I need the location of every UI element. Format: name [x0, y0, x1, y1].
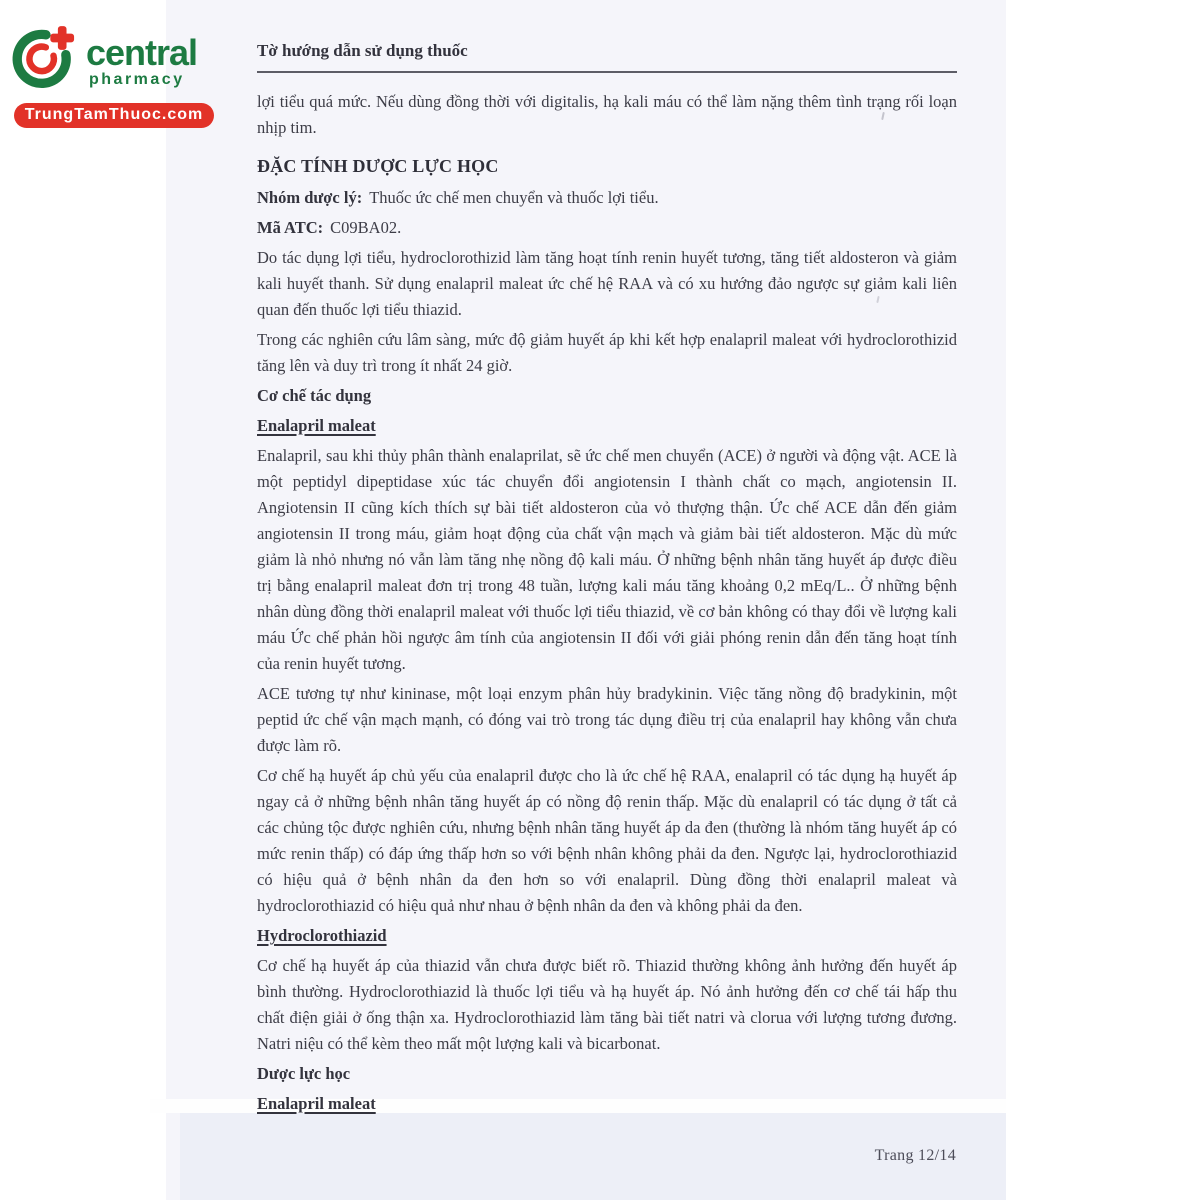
paragraph: Enalapril, sau khi thủy phân thành enalaprilat, sẽ ức chế men chuyển (ACE) ở người và động vật. ACE là một peptidyl dipeptidase xúc tác chuyển đổi angiotensin I thành chất co mạch, angiotensin II. Angiotensin II cũng kích thích sự bài tiết aldosteron của vỏ thượng thận. Ức chế ACE dẫn đến giảm angiotensin II trong máu, giảm hoạt động của chất vận mạch và giảm bài tiết aldosteron. Mặc dù mức giảm là nhỏ nhưng nó vẫn làm tăng nhẹ nồng độ kali máu. Ở những bệnh nhân tăng huyết áp được điều trị bằng enalapril maleat đơn trị trong 48 tuần, lượng kali máu tăng khoảng 0,2 mEq/L.. Ở những bệnh nhân dùng đồng thời enalapril maleat với thuốc lợi tiểu thiazid, về cơ bản không có thay đổi về lượng kali máu Ức chế phản hồi ngược âm tính của angiotensin II đối với giải phóng renin dẫn đến tăng hoạt tính của renin huyết tương. — [257, 446, 957, 673]
logo-brand-name: central — [86, 31, 198, 73]
paragraph: Cơ chế hạ huyết áp chủ yếu của enalapril được cho là ức chế hệ RAA, enalapril có tác dụng hạ huyết áp ngay cả ở những bệnh nhân tăng huyết áp có nồng độ renin thấp. Mặc dù enalapril có tác dụng ở tất cả các chủng tộc được nghiên cứu, nhưng bệnh nhân tăng huyết áp da đen (thường là nhóm tăng huyết áp có mức renin thấp) có đáp ứng thấp hơn so với bệnh nhân không phải da đen. Ngược lại, hydroclorothiazid có hiệu quả ở bệnh nhân da đen hơn so với enalapril. Dùng đồng thời enalapril maleat và hydroclorothiazid có hiệu quả như nhau ở bệnh nhân da đen và không phải da đen. — [257, 766, 957, 915]
label-atc-code: Mã ATC: — [257, 218, 324, 237]
document-content — [257, 40, 957, 1121]
c-plus-cross-icon — [10, 18, 82, 94]
subheading-enalapril-maleat-2: Enalapril maleat — [257, 1094, 376, 1113]
paragraph: lợi tiểu quá mức. Nếu dùng đồng thời với digitalis, hạ kali máu có thể làm nặng thêm tình trạng rối loạn nhịp tim. — [257, 92, 957, 137]
page-footer-strip — [180, 1113, 1006, 1200]
logo-text — [86, 24, 197, 89]
labeled-line-atc-code — [257, 215, 957, 241]
labeled-line-drug-group — [257, 185, 957, 211]
value-drug-group: Thuốc ức chế men chuyển và thuốc lợi tiểu. — [369, 188, 659, 207]
header-rule — [257, 71, 957, 73]
subheading-enalapril-maleat: Enalapril maleat — [257, 416, 376, 435]
logo-brand-tagline: pharmacy — [89, 70, 185, 88]
doc-header-title: Tờ hướng dẫn sử dụng thuốc — [257, 41, 468, 60]
paragraph: Trong các nghiên cứu lâm sàng, mức độ giảm huyết áp khi kết hợp enalapril maleat với hydroclorothizid tăng lên và duy trì trong ít nhất 24 giờ. — [257, 330, 957, 375]
paragraph: ACE tương tự như kininase, một loại enzym phân hủy bradykinin. Việc tăng nồng độ bradykinin, một peptid ức chế vận mạch mạnh, có đóng vai trò trong tác dụng điều trị của enalapril hay không vẫn chưa được làm rõ. — [257, 684, 957, 755]
subheading-hydroclorothiazid: Hydroclorothiazid — [257, 926, 387, 945]
subheading-mechanism: Cơ chế tác dụng — [257, 386, 372, 405]
subheading-pharmacodynamics: Dược lực học — [257, 1064, 351, 1083]
paragraph: Do tác dụng lợi tiểu, hydroclorothizid làm tăng hoạt tính renin huyết tương, tăng tiết aldosteron và giảm kali huyết thanh. Sử dụng enalapril maleat ức chế hệ RAA và có xu hướng đảo ngược sự giảm kali liên quan đến thuốc lợi tiểu thiazid. — [257, 248, 957, 319]
logo-row — [10, 18, 222, 94]
label-drug-group: Nhóm dược lý: — [257, 188, 363, 207]
page-number: Trang 12/14 — [874, 1147, 956, 1164]
value-atc-code: C09BA02. — [330, 218, 402, 237]
section-heading-pharmacodynamics: ĐẶC TÍNH DƯỢC LỰC HỌC — [257, 156, 499, 176]
paragraph: Cơ chế hạ huyết áp của thiazid vẫn chưa được biết rõ. Thiazid thường không ảnh hưởng đến huyết áp bình thường. Hydroclorothiazid là thuốc lợi tiểu và hạ huyết áp. Nó ảnh hưởng đến cơ chế tái hấp thu chất điện giải ở ống thận xa. Hydroclorothiazid làm tăng bài tiết natri và clorua với lượng tương đương. Natri niệu có thể kèm theo mất một lượng kali và bicarbonat. — [257, 956, 957, 1053]
central-pharmacy-logo — [10, 18, 222, 128]
logo-badge: TrungTamThuoc.com — [14, 103, 214, 128]
